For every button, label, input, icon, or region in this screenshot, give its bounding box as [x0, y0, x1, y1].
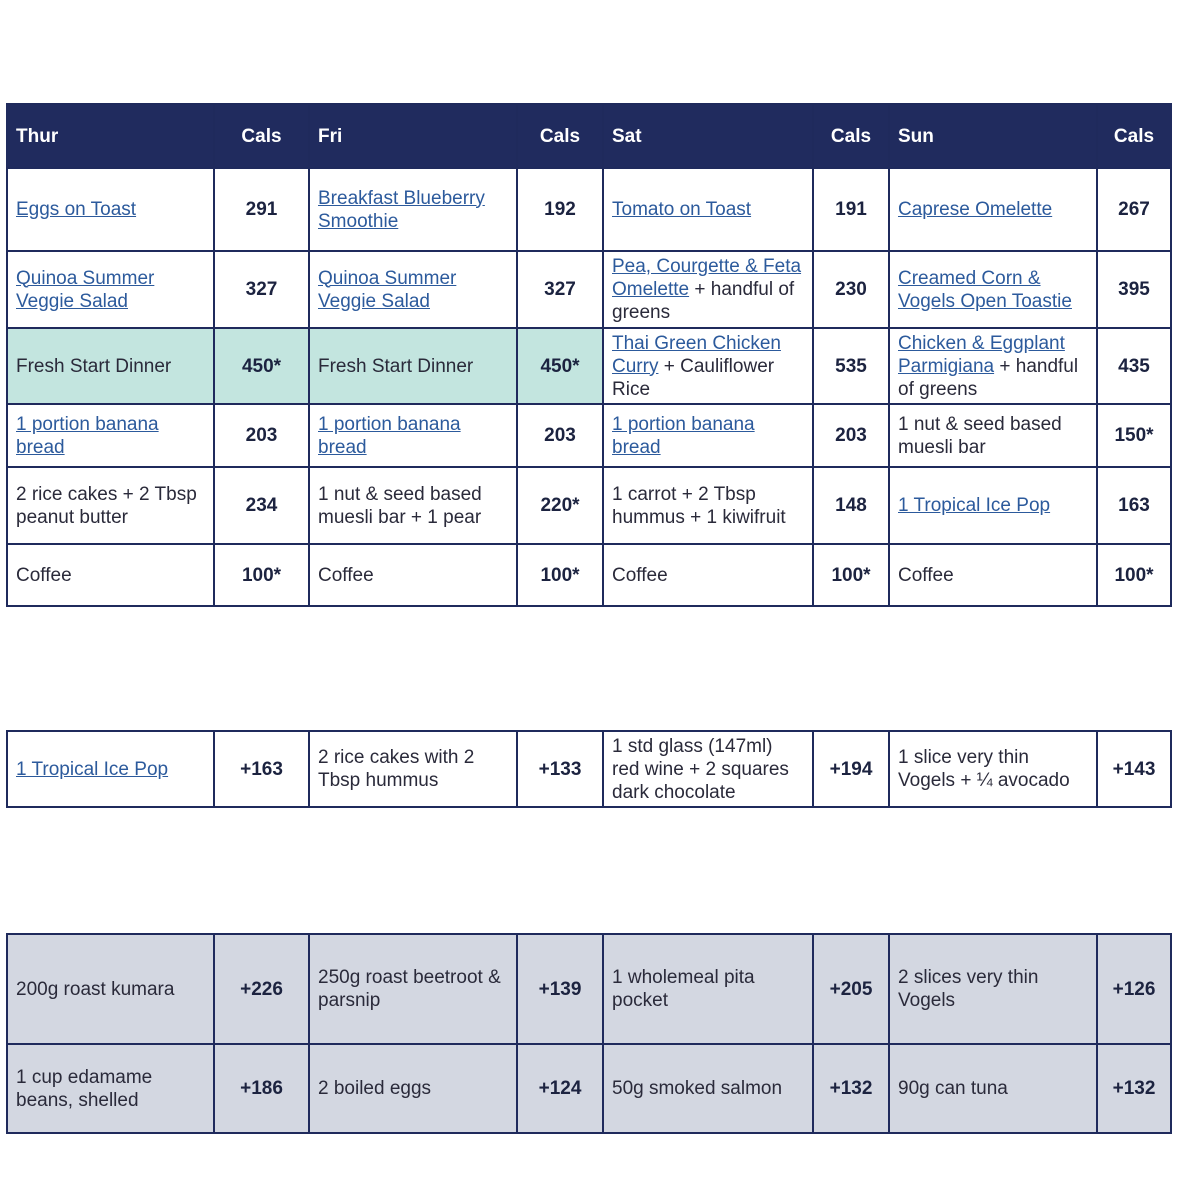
- meal-cell: [603, 328, 813, 404]
- meal-cell: [603, 467, 813, 544]
- meal-cell: [889, 1044, 1097, 1133]
- calorie-value: +132: [813, 1044, 889, 1133]
- meal-text: 90g can tuna: [898, 1078, 1008, 1099]
- meal-cell: [309, 934, 517, 1044]
- meal-cell: [603, 544, 813, 606]
- calorie-value: 220*: [517, 467, 603, 544]
- recipe-link[interactable]: 1 portion banana bread: [16, 413, 159, 458]
- meal-text: 1 slice very thin Vogels + ¼ avocado: [898, 747, 1070, 791]
- table-row: [7, 731, 1171, 807]
- extras-1-body: [7, 731, 1171, 807]
- meal-text: Coffee: [318, 564, 374, 586]
- calorie-value: 435: [1097, 328, 1171, 404]
- meal-cell: [889, 934, 1097, 1044]
- meal-text: Fresh Start Dinner: [318, 355, 474, 377]
- meal-text: + handful of greens: [898, 355, 1079, 400]
- meal-text: 1 std glass (147ml) red wine + 2 squares dark chocolate: [612, 735, 789, 803]
- table-row: [7, 934, 1171, 1044]
- calorie-value: +205: [813, 934, 889, 1044]
- meal-text: 1 wholemeal pita pocket: [612, 967, 755, 1011]
- meal-cell: [309, 251, 517, 328]
- meal-cell: [889, 404, 1097, 467]
- meal-cell: [7, 328, 214, 404]
- recipe-link[interactable]: Quinoa Summer Veggie Salad: [16, 267, 155, 312]
- header-row: [7, 104, 1171, 168]
- main-plan-body: [7, 168, 1171, 606]
- calorie-value: 100*: [1097, 544, 1171, 606]
- calorie-value: 327: [517, 251, 603, 328]
- table-row: [7, 168, 1171, 251]
- calorie-value: 163: [1097, 467, 1171, 544]
- calorie-value: 327: [214, 251, 309, 328]
- meal-cell: [7, 1044, 214, 1133]
- meal-cell: [603, 251, 813, 328]
- extras-2-body: [7, 934, 1171, 1133]
- meal-cell: [7, 934, 214, 1044]
- calorie-value: +163: [214, 731, 309, 807]
- meal-cell: [603, 168, 813, 251]
- calorie-value: 203: [517, 404, 603, 467]
- meal-cell: [7, 404, 214, 467]
- meal-cell: [309, 404, 517, 467]
- meal-cell: [309, 467, 517, 544]
- recipe-link[interactable]: Chicken & Eggplant Parmigiana: [898, 332, 1065, 377]
- meal-text: 1 carrot + 2 Tbsp hummus + 1 kiwifruit: [612, 483, 786, 528]
- recipe-link[interactable]: 1 portion banana bread: [318, 413, 461, 458]
- meal-text: 2 boiled eggs: [318, 1078, 432, 1099]
- header-cals: Cals: [1097, 104, 1171, 168]
- calorie-value: +186: [214, 1044, 309, 1133]
- header-thur: Thur: [7, 104, 214, 168]
- table-row: [7, 251, 1171, 328]
- calorie-value: +132: [1097, 1044, 1171, 1133]
- calorie-value: +133: [517, 731, 603, 807]
- recipe-link[interactable]: 1 Tropical Ice Pop: [898, 495, 1051, 516]
- recipe-link[interactable]: Thai Green Chicken Curry: [612, 332, 781, 377]
- meal-text: 2 rice cakes + 2 Tbsp peanut butter: [16, 483, 197, 528]
- calorie-value: 100*: [813, 544, 889, 606]
- meal-cell: [7, 544, 214, 606]
- header-sun: Sun: [889, 104, 1097, 168]
- table-row: [7, 544, 1171, 606]
- meal-cell: [889, 544, 1097, 606]
- recipe-link[interactable]: 1 Tropical Ice Pop: [16, 758, 169, 780]
- meal-cell: [889, 168, 1097, 251]
- calorie-value: 291: [214, 168, 309, 251]
- meal-cell: [603, 404, 813, 467]
- calorie-value: 150*: [1097, 404, 1171, 467]
- meal-text: Coffee: [16, 564, 72, 586]
- recipe-link[interactable]: Tomato on Toast: [612, 199, 752, 220]
- meal-text: 2 rice cakes with 2 Tbsp hummus: [318, 747, 475, 791]
- recipe-link[interactable]: Eggs on Toast: [16, 199, 137, 220]
- meal-text: + Cauliflower Rice: [612, 355, 775, 400]
- calorie-value: 100*: [214, 544, 309, 606]
- table-row: [7, 328, 1171, 404]
- recipe-link[interactable]: Caprese Omelette: [898, 199, 1053, 220]
- header-fri: Fri: [309, 104, 517, 168]
- meal-text: 250g roast beetroot & parsnip: [318, 967, 501, 1011]
- calorie-value: +139: [517, 934, 603, 1044]
- meal-text: 50g smoked salmon: [612, 1078, 783, 1099]
- header-cals: Cals: [214, 104, 309, 168]
- header-cals: Cals: [813, 104, 889, 168]
- calorie-value: 535: [813, 328, 889, 404]
- calorie-value: 192: [517, 168, 603, 251]
- meal-cell: [309, 168, 517, 251]
- meal-text: Coffee: [612, 564, 668, 586]
- meal-text: 1 nut & seed based muesli bar: [898, 413, 1062, 458]
- calorie-value: 450*: [517, 328, 603, 404]
- meal-text: 1 nut & seed based muesli bar + 1 pear: [318, 483, 482, 528]
- meal-cell: [603, 1044, 813, 1133]
- calorie-value: 234: [214, 467, 309, 544]
- extras-table-1: [6, 730, 1172, 808]
- calorie-value: 148: [813, 467, 889, 544]
- recipe-link[interactable]: Breakfast Blueberry Smoothie: [318, 187, 485, 232]
- calorie-value: +126: [1097, 934, 1171, 1044]
- header-cals: Cals: [517, 104, 603, 168]
- table-row: [7, 1044, 1171, 1133]
- meal-cell: [309, 544, 517, 606]
- table-row: [7, 404, 1171, 467]
- meal-cell: [7, 251, 214, 328]
- calorie-value: 203: [214, 404, 309, 467]
- recipe-link[interactable]: Pea, Courgette & Feta Omelette: [612, 256, 802, 300]
- extras-table-2: [6, 933, 1172, 1134]
- calorie-value: +143: [1097, 731, 1171, 807]
- recipe-link[interactable]: 1 portion banana bread: [612, 413, 755, 458]
- meal-cell: [889, 251, 1097, 328]
- recipe-link[interactable]: Creamed Corn & Vogels Open Toastie: [898, 267, 1072, 312]
- calorie-value: 203: [813, 404, 889, 467]
- meal-text: 1 cup edamame beans, shelled: [16, 1066, 153, 1111]
- meal-text: 2 slices very thin Vogels: [898, 967, 1039, 1011]
- meal-text: + handful of greens: [612, 279, 795, 323]
- calorie-value: +124: [517, 1044, 603, 1133]
- meal-plan-table: [6, 103, 1172, 607]
- calorie-value: 191: [813, 168, 889, 251]
- meal-cell: [309, 1044, 517, 1133]
- meal-cell: [889, 731, 1097, 807]
- calorie-value: 100*: [517, 544, 603, 606]
- meal-cell: [889, 467, 1097, 544]
- recipe-link[interactable]: Quinoa Summer Veggie Salad: [318, 267, 457, 312]
- meal-cell: [603, 934, 813, 1044]
- calorie-value: 450*: [214, 328, 309, 404]
- meal-text: Fresh Start Dinner: [16, 355, 172, 377]
- meal-text: Coffee: [898, 564, 954, 586]
- meal-cell: [309, 328, 517, 404]
- calorie-value: +194: [813, 731, 889, 807]
- meal-cell: [603, 731, 813, 807]
- meal-cell: [7, 467, 214, 544]
- calorie-value: 267: [1097, 168, 1171, 251]
- meal-cell: [7, 168, 214, 251]
- meal-cell: [7, 731, 214, 807]
- meal-cell: [309, 731, 517, 807]
- calorie-value: 230: [813, 251, 889, 328]
- table-row: [7, 467, 1171, 544]
- meal-cell: [889, 328, 1097, 404]
- calorie-value: 395: [1097, 251, 1171, 328]
- header-sat: Sat: [603, 104, 813, 168]
- meal-text: 200g roast kumara: [16, 978, 175, 1000]
- calorie-value: +226: [214, 934, 309, 1044]
